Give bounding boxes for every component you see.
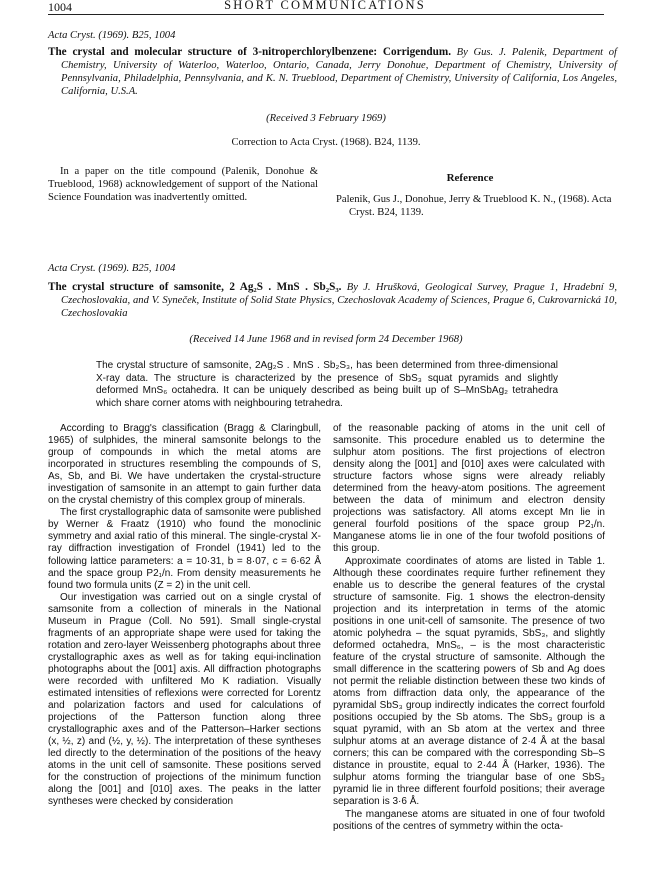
left-column — [48, 423, 321, 809]
paragraph: The manganese atoms are situated in one of four twofold positions of the centres of symmetry within the octa- — [333, 808, 605, 832]
article-title: The crystal structure of samsonite, 2 Ag₂S . MnS . Sb₂S₃. — [48, 281, 342, 293]
corrigendum-journal-ref: Acta Cryst. (1969). B25, 1004 — [48, 30, 176, 41]
corrigendum-authors: By Gus. J. Palenik, Department of Chemistry, University of Waterloo, Waterloo, Ontario, Canada, Jerry Donohue, Department of Chemistry, University of Pennsylvania, Philadelphia, Pennsylvania, and K. N. Trueblood, Department of Chemistry, University of California, Los Angeles, California, U.S.A. — [61, 47, 617, 97]
paragraph: Our investigation was carried out on a single crystal of samsonite from a collection of minerals in the National Museum in Prague (Coll. No 591). Small single-crystal fragments of an appropriate shape were used for taking the rotation and zero-layer Weissenberg photographs about three crystallographic axes as well as for taking equi-inclination photographs about the [001] axis. All diffraction photographs were recorded with unfiltered Mo K radiation. Visually estimated intensities of reflexions were corrected for Lorentz and polarization factors and used for calculations of projections of the Patterson function along three crystallographic axes and of the Patterson–Harker sections (x, ½, z) and (½, y, ½). The interpretation of these syntheses led directly to the determination of the positions of the heavy atoms in the unit cell of samsonite. These positions served for the construction of projections of the minimum function along the [001] and [010] axes. The peaks in the latter syntheses were checked by consideration — [48, 591, 321, 808]
paragraph: of the reasonable packing of atoms in the unit cell of samsonite. This procedure enabled us to determine the sulphur atom positions. The first projections of electron density along the [001] and [010] axes were calculated with structure factors whose signs were already reliably determined from the heavy-atom positions. The agreement between the data of minimum and electron density projections was satisfactory. All atoms except Mn lie in general fourfold positions of the space group P2₁/n. Manganese atoms lie in one of the four twofold positions of this group. — [333, 423, 605, 555]
article-authors: By J. Hrušková, Geological Survey, Prague 1, Hradební 9, Czechoslovakia, and V. Syneček, Institute of Solid State Physics, Czechoslovak Academy of Sciences, Prague 6, Cukrovarnická 10, Czechoslovakia — [61, 282, 617, 319]
running-header: SHORT COMMUNICATIONS — [224, 0, 426, 12]
paragraph: According to Bragg's classification (Bragg & Claringbull, 1965) of sulphides, the mineral samsonite belongs to the group of compounds in which the metal atoms are incorporated in structures resembling the compounds of S, As, Sb, and Bi. We have undertaken the crystal-structure investigation of samsonite in an attempt to gain further data on the crystal chemistry of this complex group of minerals. — [48, 423, 321, 507]
corrigendum-title: The crystal and molecular structure of 3-nitroperchlorylbenzene: Corrigendum. — [48, 46, 451, 58]
article-abstract: The crystal structure of samsonite, 2Ag₂S . MnS . Sb₂S₃, has been determined from three-dimensional X-ray data. The structure is characterized by the presence of SbS₃ squat pyramids and slightly deformed MnS₆ octahedra. It can be uniquely described as being built up of S–MnSbAg₂ tetrahedra which share corner atoms with neighbouring tetrahedra. — [96, 360, 558, 409]
page-number: 1004 — [48, 0, 72, 14]
reference-entry: Palenik, Gus J., Donohue, Jerry & Trueblood K. N., (1968). Acta Cryst. B24, 1139. — [336, 194, 612, 218]
corrigendum-received: (Received 3 February 1969) — [266, 113, 386, 124]
corrigendum-heading — [48, 46, 617, 98]
corrigendum-body: In a paper on the title compound (Palenik, Donohue & Trueblood, 1968) acknowledgement of support of the National Science Foundation was inadvertently omitted. — [48, 166, 318, 203]
paragraph: The first crystallographic data of samsonite were published by Werner & Fraatz (1910) who found the monoclinic symmetry and axial ratio of this mineral. The single-crystal X-ray diffraction investigation of Frondel (1941) led to the following lattice parameters: a = 10·31, b = 8·07, c = 6·62 Å and the space group P2₁/n. From density measurements he found two formula units (Z = 2) in the unit cell. — [48, 507, 321, 591]
header-rule — [48, 14, 604, 15]
paragraph: Approximate coordinates of atoms are listed in Table 1. Although these coordinates require further refinement they enable us to describe the general features of the crystal structure of samsonite. Fig. 1 shows the electron-density projection and its interpretation in terms of the atomic positions in one unit-cell of samsonite. The presence of two atomic polyhedra – the squat pyramids, SbS₃, and slightly deformed octahedra, MnS₆, – is the most characteristic feature of the crystal structure of samsonite. Although the small difference in the scattering powers of Sb and Ag does not permit the reliable distinction between these two kinds of atoms from diffraction data only, the appearance of the pyramidal SbS₃ group indirectly indicates the correct fourfold positions occupied by the Sb atoms. The SbS₃ group is a squat pyramid, with an Sb atom at the vertex and three sulphur atoms at an average distance of 2·4 Å at the basal corners; this can be compared with the corresponding Sb–S distance in proustite, equal to 2·44 Å (Harker, 1936). The sulphur atoms forming the triangular base of one SbS₃ pyramid lie in three different fourfold positions; their average separation is 3·6 Å. — [333, 555, 605, 808]
article-journal-ref: Acta Cryst. (1969). B25, 1004 — [48, 263, 176, 274]
article-heading — [48, 281, 617, 320]
corrigendum-correction-note: Correction to Acta Cryst. (1968). B24, 1139. — [231, 137, 421, 148]
reference-heading: Reference — [446, 172, 494, 184]
right-column — [333, 423, 605, 833]
article-received: (Received 14 June 1968 and in revised form 24 December 1968) — [189, 334, 463, 345]
